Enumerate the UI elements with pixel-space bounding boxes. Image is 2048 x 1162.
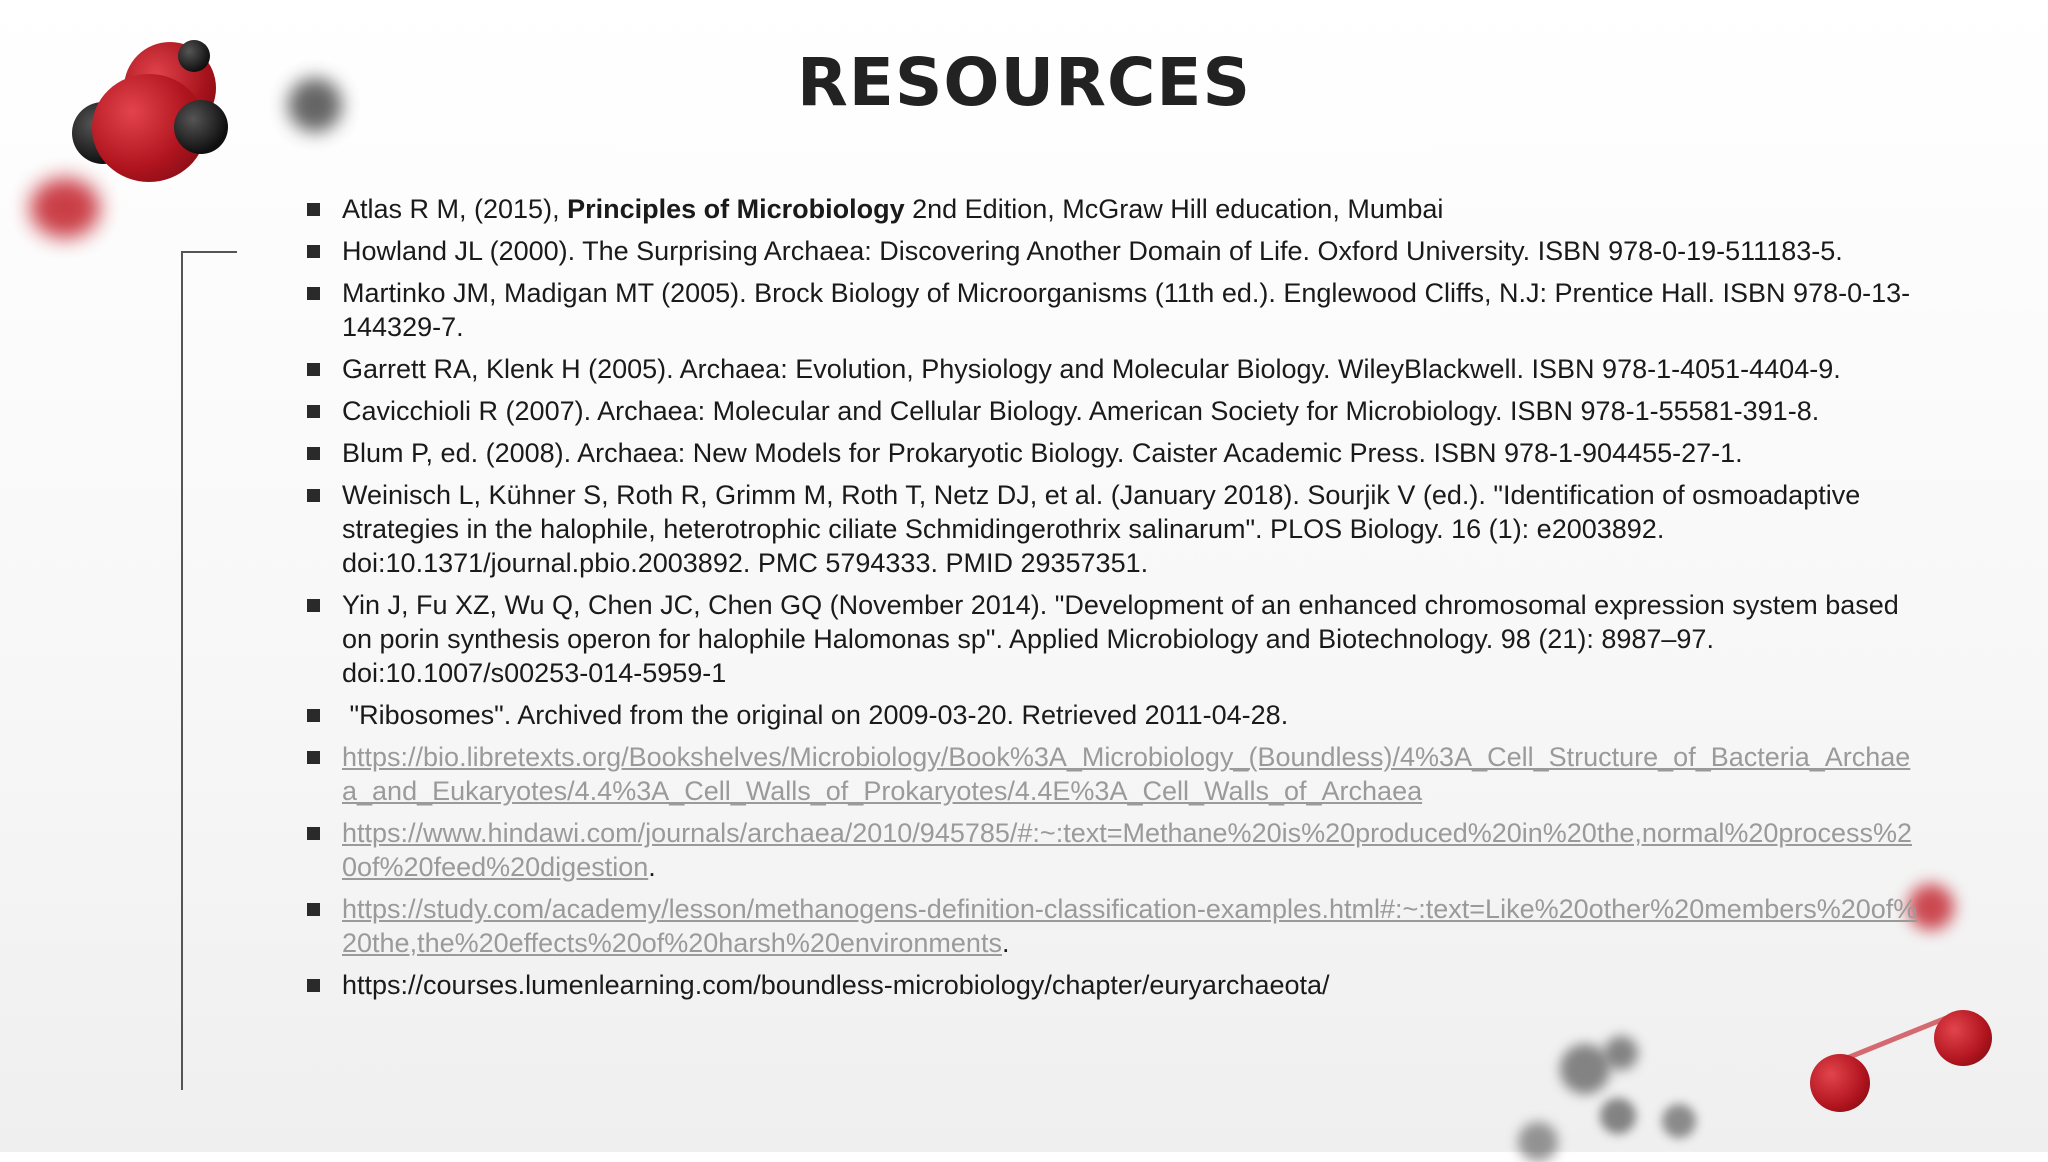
square-bullet-icon [307,709,320,722]
list-item [304,276,1924,344]
reference-link-libretexts[interactable]: https://bio.libretexts.org/Bookshelves/Microbiology/Book%3A_Microbiology_(Boundless)/4%3A_Cell_Structure_of_Bacteria_Archaea_and_Eukaryotes/4.4%3A_Cell_Walls_of_Prokaryotes/4.4E%3A_Cell_Walls_of_Archaea [342,742,1911,806]
square-bullet-icon [307,405,320,418]
blurred-grey-molecule-4 [1662,1104,1696,1138]
reference-text: Howland JL (2000). The Surprising Archaea: Discovering Another Domain of Life. Oxford University. ISBN 978-0-19-511183-5. [342,236,1843,266]
molecule-red-sphere-bottom-right [1934,1010,1992,1066]
reference-text: Martinko JM, Madigan MT (2005). Brock Biology of Microorganisms (11th ed.). Englewood Cliffs, N.J: Prentice Hall. ISBN 978-0-13-144329-7. [342,278,1911,342]
square-bullet-icon [307,489,320,502]
list-item [304,816,1924,884]
square-bullet-icon [307,203,320,216]
blurred-red-dot-decoration [30,178,100,238]
reference-link-study-com[interactable]: https://study.com/academy/lesson/methanogens-definition-classification-examples.html#:~:text=Like%20other%20members%20of%20the,the%20effects%20of%20harsh%20environments [342,894,1918,958]
list-item [304,394,1924,428]
references-list [304,192,1924,1010]
square-bullet-icon [307,903,320,916]
page-title: RESOURCES [796,44,1252,121]
reference-text: Atlas R M, (2015), [342,194,568,224]
reference-text: 2nd Edition, McGraw Hill education, Mumbai [904,194,1444,224]
left-bracket-divider [181,251,237,1090]
square-bullet-icon [307,979,320,992]
square-bullet-icon [307,287,320,300]
list-item [304,698,1924,732]
square-bullet-icon [307,599,320,612]
list-item [304,234,1924,268]
molecule-red-sphere-bottom-left [1810,1054,1870,1112]
reference-title-bold: Principles of Microbiology [567,194,905,224]
list-item [304,352,1924,386]
list-item [304,892,1924,960]
square-bullet-icon [307,447,320,460]
blurred-grey-molecule-2 [1604,1036,1638,1070]
reference-link-hindawi[interactable]: https://www.hindawi.com/journals/archaea/2010/945785/#:~:text=Methane%20is%20produced%20in%20the,normal%20process%20of%20feed%20digestion [342,818,1912,882]
reference-text: Weinisch L, Kühner S, Roth R, Grimm M, Roth T, Netz DJ, et al. (January 2018). Sourjik V (ed.). "Identification of osmoadaptive strategies in the halophile, heterotrophic ciliate Schmidingerothrix salinarum". PLOS Biology. 16 (1): e2003892. doi:10.1371/journal.pbio.2003892. PMC 5794333. PMID 29357351. [342,480,1861,578]
list-item [304,192,1924,226]
list-item [304,436,1924,470]
square-bullet-icon [307,827,320,840]
list-item [304,740,1924,808]
blurred-grey-molecule-5 [1518,1122,1558,1162]
square-bullet-icon [307,751,320,764]
list-item [304,478,1924,580]
reference-suffix: . [648,852,656,882]
square-bullet-icon [307,363,320,376]
blurred-grey-molecule-1 [1560,1044,1610,1094]
square-bullet-icon [307,245,320,258]
reference-text: Yin J, Fu XZ, Wu Q, Chen JC, Chen GQ (November 2014). "Development of an enhanced chromosomal expression system based on porin synthesis operon for halophile Halomonas sp". Applied Microbiology and Biotechnology. 98 (21): 8987–97. doi:10.1007/s00253-014-5959-1 [342,590,1899,688]
reference-text: "Ribosomes". Archived from the original on 2009-03-20. Retrieved 2011-04-28. [342,700,1289,730]
reference-text: Garrett RA, Klenk H (2005). Archaea: Evolution, Physiology and Molecular Biology. WileyBlackwell. ISBN 978-1-4051-4404-9. [342,354,1841,384]
reference-suffix: . [1001,928,1010,958]
list-item [304,588,1924,690]
list-item [304,968,1924,1002]
reference-text: Cavicchioli R (2007). Archaea: Molecular and Cellular Biology. American Society for Microbiology. ISBN 978-1-55581-391-8. [342,396,1820,426]
reference-text: Blum P, ed. (2008). Archaea: New Models for Prokaryotic Biology. Caister Academic Press. ISBN 978-1-904455-27-1. [342,438,1743,468]
blurred-grey-molecule-3 [1600,1098,1636,1134]
reference-text: https://courses.lumenlearning.com/boundless-microbiology/chapter/euryarchaeota/ [342,970,1330,1000]
